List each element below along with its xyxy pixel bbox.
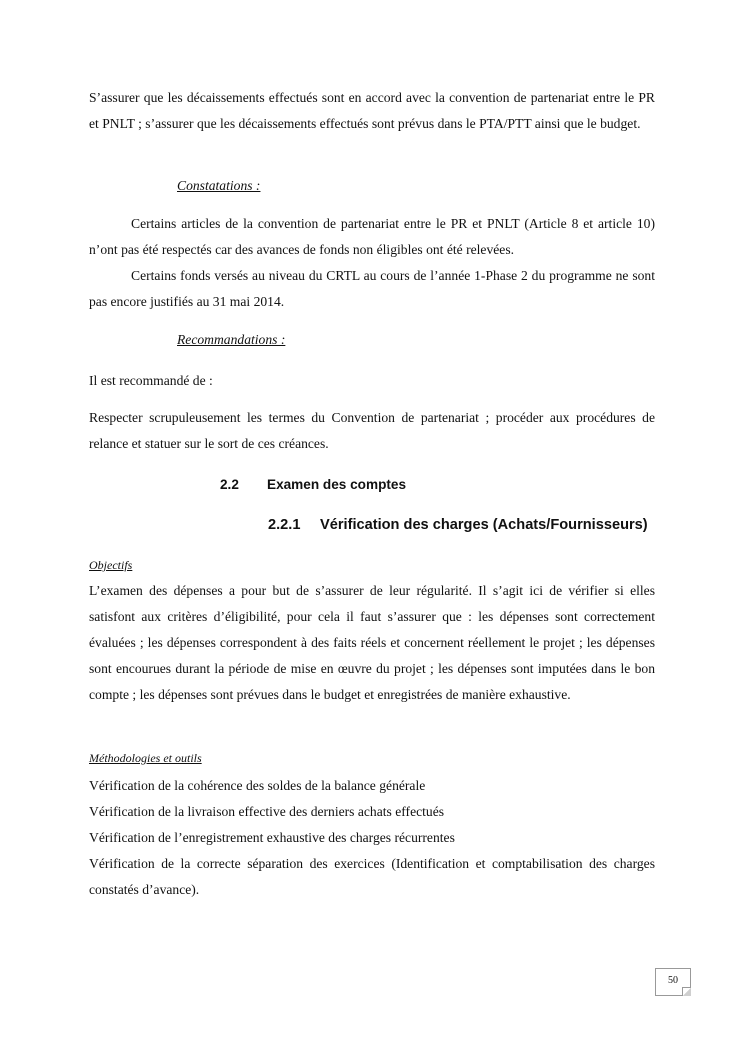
recommandations-lead: Il est recommandé de : [89, 373, 213, 388]
page-fold-corner [682, 987, 691, 996]
section-title: Examen des comptes [267, 477, 407, 492]
methodology-item: Vérification de la livraison effective des derniers achats effectués [89, 804, 445, 819]
methodology-item: Vérification de la correcte séparation des exercices (Identification et comptabilisation des charges constatés d’avance). [89, 856, 655, 897]
methodology-item: Vérification de l’enregistrement exhaustive des charges récurrentes [89, 830, 455, 845]
subsection-number: 2.2.1 [268, 517, 301, 533]
constatations-heading: Constatations : [177, 178, 261, 193]
objectifs-heading: Objectifs [89, 558, 133, 572]
subsection-title: Vérification des charges (Achats/Fournisseurs) [320, 517, 648, 533]
recommandations-heading: Recommandations : [177, 332, 286, 347]
section-heading [220, 477, 406, 492]
constatation-item: Certains fonds versés au niveau du CRTL au cours de l’année 1-Phase 2 du programme ne sont pas encore justifiés au 31 mai 2014. [89, 268, 655, 309]
subsection-heading [268, 517, 648, 533]
page-number: 50 [668, 975, 678, 986]
intro-paragraph: S’assurer que les décaissements effectués sont en accord avec la convention de partenariat entre le PR et PNLT ; s’assurer que les décaissements effectués sont prévus dans le PTA/PTT ainsi que le budget. [89, 90, 655, 131]
recommandations-text: Respecter scrupuleusement les termes du Convention de partenariat ; procéder aux procédures de relance et statuer sur le sort de ces créances. [89, 410, 655, 451]
section-number: 2.2 [220, 477, 239, 492]
page-number-box [655, 968, 691, 996]
objectifs-text: L’examen des dépenses a pour but de s’assurer de leur régularité. Il s’agit ici de vérifier si elles satisfont aux critères d’éligibilité, pour cela il faut s’assurer que : les dépenses sont correctement évaluées ; les dépenses correspondent à des faits réels et concernent réellement le projet ; les dépenses sont encourues durant la période de mise en œuvre du projet ; les dépenses sont imputées dans le bon compte ; les dépenses sont prévues dans le budget et enregistrées de manière exhaustive. [89, 583, 655, 702]
constatation-item: Certains articles de la convention de partenariat entre le PR et PNLT (Article 8 et article 10) n’ont pas été respectés car des avances de fonds non éligibles ont été relevées. [89, 216, 655, 257]
methodology-item: Vérification de la cohérence des soldes de la balance générale [89, 778, 426, 793]
methodologies-heading: Méthodologies et outils [89, 751, 202, 765]
